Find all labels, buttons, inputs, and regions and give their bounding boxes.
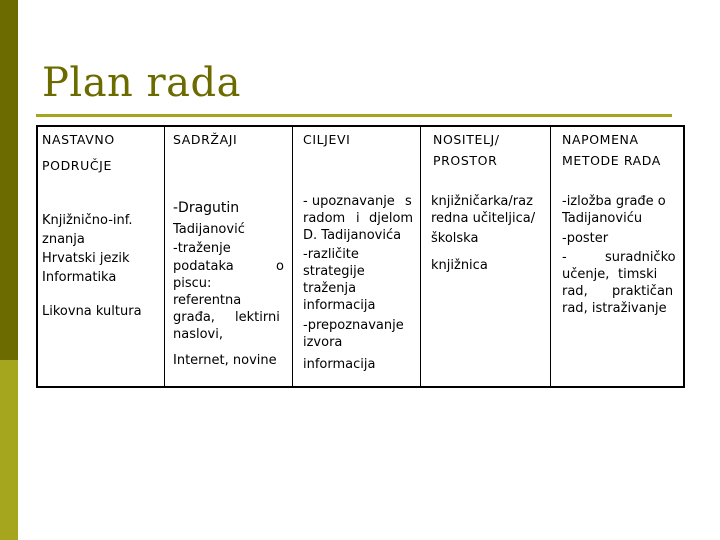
goal-line: -različite <box>303 247 359 262</box>
note-line: timski <box>618 267 658 282</box>
note-line: suradničko <box>605 250 676 265</box>
left-accent-bar-dark <box>0 0 18 360</box>
goal-line: strategije <box>303 264 365 279</box>
header-podrucje: PODRUČJE <box>42 158 112 173</box>
note-line: rad, istraživanje <box>562 301 667 316</box>
note-line: praktičan <box>612 284 674 299</box>
holder-line: školska <box>431 231 479 246</box>
header-napomena: NAPOMENA <box>562 132 639 147</box>
title-underline <box>36 114 672 117</box>
holder-line: knjižnica <box>431 258 488 273</box>
content-line: podataka <box>173 259 234 274</box>
content-line: Internet, novine <box>173 353 277 368</box>
goal-line: traženja <box>303 281 357 296</box>
content-line: naslovi, <box>173 327 223 342</box>
left-accent-bar-light <box>0 360 18 540</box>
note-line: Tadijanoviću <box>562 211 643 226</box>
content-line: referentna <box>173 293 242 308</box>
column-divider <box>292 127 293 386</box>
header-nastavno: NASTAVNO <box>42 132 115 147</box>
subject-line: Knjižnično-inf. <box>42 213 133 228</box>
goal-line: -prepoznavanje <box>303 318 404 333</box>
goal-line: D. Tadijanovića <box>303 228 402 243</box>
content-line: lektirni <box>235 310 280 325</box>
note-line: -poster <box>562 231 609 246</box>
plan-table <box>36 125 685 388</box>
slide-title: Plan rada <box>42 60 241 106</box>
goal-line: s <box>405 194 412 209</box>
goal-line: radom <box>303 211 346 226</box>
subject-line: Informatika <box>42 270 117 285</box>
content-line: -traženje <box>173 241 231 256</box>
subject-line: Likovna kultura <box>42 304 142 319</box>
content-line: Tadijanović <box>173 222 245 237</box>
note-line: -izložba građe o <box>562 194 666 209</box>
content-line: građa, <box>173 310 215 325</box>
subject-line: Hrvatski jezik <box>42 251 130 266</box>
goal-line: - upoznavanje <box>303 194 395 209</box>
goal-line: izvora <box>303 335 343 350</box>
content-line: -Dragutin <box>173 200 240 216</box>
note-line: učenje, <box>562 267 610 282</box>
header-metode-rada: METODE RADA <box>562 153 661 168</box>
subject-line: znanja <box>42 232 85 247</box>
note-line: rad, <box>562 284 588 299</box>
holder-line: knjižničarka/raz <box>431 194 533 209</box>
content-line: piscu: <box>173 276 212 291</box>
header-sadrzaji: SADRŽAJI <box>173 132 238 147</box>
header-ciljevi: CILJEVI <box>303 132 351 147</box>
content-line: o <box>276 259 284 274</box>
header-nositelj: NOSITELJ/ <box>433 132 500 147</box>
goal-line: i <box>356 211 360 226</box>
column-divider <box>164 127 165 386</box>
goal-line: informacija <box>303 357 376 372</box>
goal-line: djelom <box>369 211 414 226</box>
note-line: - <box>562 250 567 265</box>
goal-line: informacija <box>303 298 376 313</box>
column-divider <box>420 127 421 386</box>
column-divider <box>550 127 551 386</box>
header-prostor: PROSTOR <box>433 153 498 168</box>
holder-line: redna učiteljica/ <box>431 211 536 226</box>
